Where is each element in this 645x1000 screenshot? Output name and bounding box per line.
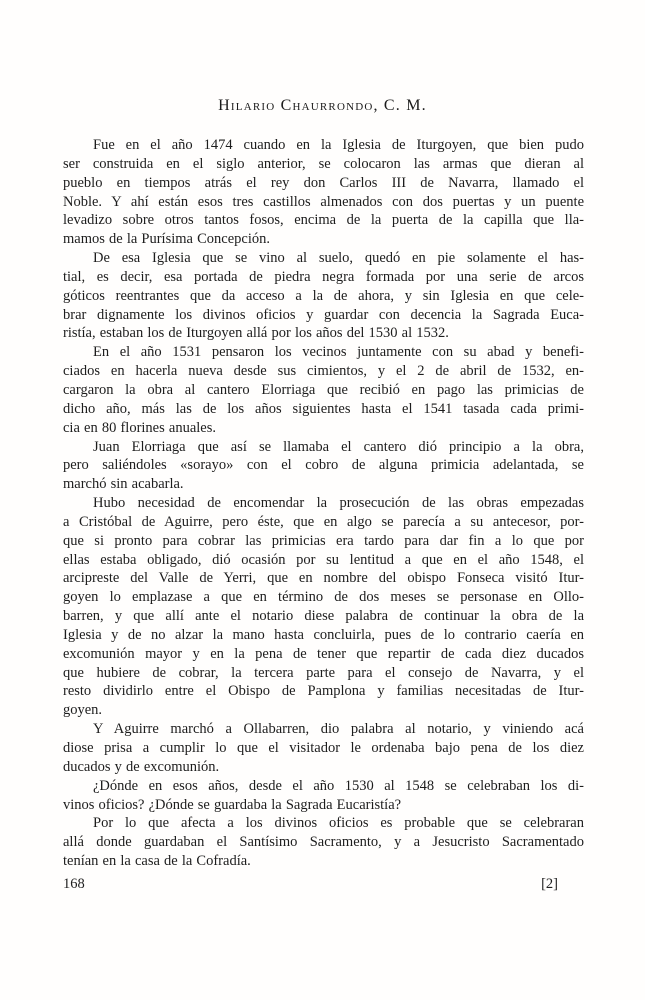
- paragraph: [63, 249, 584, 343]
- paragraph: [63, 438, 584, 495]
- paragraph: [63, 814, 584, 871]
- text-line: vinos oficios? ¿Dónde se guardaba la Sagrada Eucaristía?: [63, 796, 402, 813]
- text-line: ciados en hacerla nueva desde sus cimientos, y el 2 de abril de 1532, en-: [63, 363, 584, 380]
- paragraph: [63, 343, 584, 437]
- text-line: cargaron la obra al cantero Elorriaga que recibió en pago las primicias de: [63, 381, 584, 398]
- text-line: tenían en la casa de la Cofradía.: [63, 853, 251, 870]
- text-line: tial, es decir, esa portada de piedra negra formada por una serie de arcos: [63, 268, 584, 285]
- paragraph: [63, 720, 584, 777]
- paragraph: [63, 136, 584, 249]
- text-line: Juan Elorriaga que así se llamaba el cantero dió principio a la obra,: [93, 438, 584, 455]
- text-line: levadizo sobre otros tantos fosos, encima de la puerta de la capilla que lla-: [63, 212, 584, 229]
- text-line: goyen.: [63, 702, 103, 719]
- text-line: pueblo en tiempos atrás el rey don Carlos III de Navarra, llamado el: [63, 174, 584, 191]
- text-line: que hubiere de cobrar, la tercera parte para el consejo de Navarra, y el: [63, 664, 584, 681]
- text-line: Y Aguirre marchó a Ollabarren, dio palabra al notario, y viniendo acá: [93, 721, 584, 738]
- text-line: que si pronto para cobrar las primicias era tardo para dar fin a lo que por: [63, 532, 584, 549]
- text-line: ristía, estaban los de Iturgoyen allá por los años del 1530 al 1532.: [63, 325, 449, 342]
- text-line: góticos reentrantes que da acceso a la de ahora, y sin Iglesia en que cele-: [63, 287, 584, 304]
- text-line: arcipreste del Valle de Yerri, que en nombre del obispo Fonseca visitó Itur-: [63, 570, 584, 587]
- text-line: Por lo que afecta a los divinos oficios es probable que se celebraran: [93, 815, 584, 832]
- text-line: excomunión mayor y en la pena de tener que repartir de cada diez ducados: [63, 645, 584, 662]
- text-line: a Cristóbal de Aguirre, pero éste, que en algo se parecía a su antecesor, por-: [63, 513, 584, 530]
- text-line: Fue en el año 1474 cuando en la Iglesia de Iturgoyen, que bien pudo: [93, 137, 584, 153]
- running-header: Hilario Chaurrondo, C. M.: [218, 97, 427, 114]
- text-line: dicho año, más las de los años siguientes hasta el 1541 tasada cada primi-: [63, 400, 584, 417]
- page-footer: [63, 876, 584, 893]
- text-line: marchó sin acabarla.: [63, 476, 184, 493]
- text-line: diose prisa a cumplir lo que el visitador le ordenaba bajo pena de los diez: [63, 740, 584, 756]
- text-line: ellas estaba obligado, dió ocasión por su lentitud a que en el año 1548, el: [63, 551, 584, 568]
- paragraph: [63, 777, 584, 815]
- text-line: ser construida en el siglo anterior, se colocaron las armas que dieran al: [63, 155, 584, 172]
- text-line: pero saliéndoles «sorayo» con el cobro de alguna primicia adelantada, se: [63, 457, 584, 474]
- text-line: ducados y de excomunión.: [63, 758, 220, 775]
- text-line: Iglesia y de no alzar la mano hasta concluirla, pues de lo contrario caería en: [63, 626, 584, 643]
- article-body: [63, 136, 584, 871]
- text-line: De esa Iglesia que se vino al suelo, quedó en pie solamente el has-: [93, 250, 584, 267]
- text-line: barren, y que allí ante el notario diese palabra de continuar la obra de la: [63, 608, 584, 625]
- text-line: Hubo necesidad de encomendar la prosecución de las obras empezadas: [93, 495, 584, 512]
- text-line: brar dignamente los divinos oficios y guardar con decencia la Sagrada Euca-: [63, 306, 584, 323]
- text-line: Noble. Y ahí están esos tres castillos almenados con dos puertas y un puente: [63, 193, 584, 210]
- text-line: allá donde guardaban el Santísimo Sacramento, y a Jesucristo Sacramentado: [63, 834, 584, 851]
- text-line: cia en 80 florines anuales.: [63, 419, 216, 436]
- text-line: resto dividirlo entre el Obispo de Pamplona y familias necesitadas de Itur-: [63, 683, 584, 700]
- page-number: 168: [63, 876, 85, 892]
- text-line: goyen lo emplazase a que en término de dos meses se personase en Ollo-: [63, 589, 584, 606]
- section-number: [2]: [541, 876, 558, 892]
- paragraph: [63, 494, 584, 720]
- text-line: ¿Dónde en esos años, desde el año 1530 al 1548 se celebraban los di-: [93, 777, 584, 794]
- text-line: mamos de la Purísima Concepción.: [63, 231, 270, 248]
- text-line: En el año 1531 pensaron los vecinos juntamente con su abad y benefi-: [93, 344, 584, 361]
